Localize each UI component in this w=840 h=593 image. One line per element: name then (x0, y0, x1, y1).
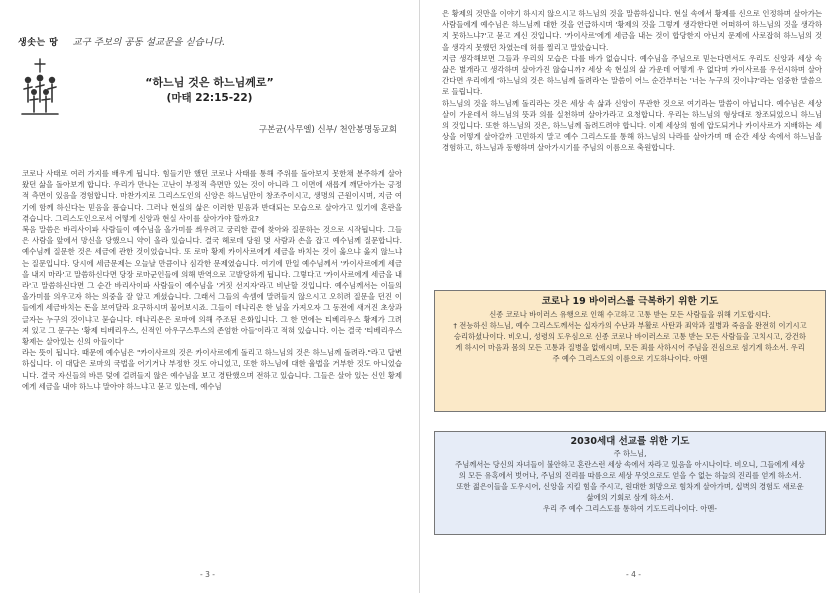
sermon-paragraph: 복음 말씀은 바리사이파 사람들이 예수님을 올가미를 씌우려고 궁리한 끝에 찾아와 질문하는 것으로 시작됩니다. 그들은 사람을 앞에서 망신을 당했으니 약이 올라 있습니다. 결국 헤로데 당원 몇 사람과 손을 잡고 예수님께 질문합니다. 예수님께 질문한 것은 세금에 관한 것이었습니다. 또 로마 황제 카이사르에게 세금을 바치는 것이 옳으냐 옳지 않느냐는 질문입니다. 당시에 세금문제는 오늘날 만큼이나 심각한 문제였습니다. 여기에 만일 예수님께서 '카이사르에게 세금을 내지 마라'고 말씀하신다면 당장 로마군인들에 의해 반역으로 고발당하게 됩니다. 그렇다고 '카이사르에게 세금을 내라'고 말씀하신다면 그 순간 바리사이파 사람들이 예수님을 '거짓 선지자'라고 비난할 것입니다. 예수님께서는 이들의 올가미를 의우고자 하는 의중을 잘 알고 계셨습니다. 그래서 그들의 속셈에 말려들지 않으시고 오히려 질문을 던진 이들에게 세금바치는 돈을 보여달라 요구하시며 물어보시죠. 그들이 데나리온 한 닢을 가져오자 그 동전에 새겨진 초상과 글자는 누구의 것이냐고 묻습니다. 데나리온은 로마에 의해 주조된 은화입니다. 그 한 면에는 티베리우스 황제가 그려져 있고 그 문구는 '황제 티베리우스, 신적인 아우구스투스의 존엄한 아들'이라고 적혀 있습니다. 이는 결국 '티베리우스 황제는 살아있는 신의 아들이다' (22, 225, 402, 347)
sermon-paragraph: 코로나 사태로 여러 가지를 배우게 됩니다. 힘들기만 했던 코로나 사태를 통해 주위를 돌아보지 못한채 분주하게 살아왔던 삶을 돌아보게 합니다. 우리가 만나는 고난이 부정적 측면만 있는 것이 아니라 그 이면에 새롭게 깨닫아가는 긍정적 측면이 있음을 경험합니다. 마찬가지로 그리스도인의 신앙은 하느님만이 창조주이시고, 생명의 근원이시며, 지금 여기에 함께 하신다는 믿음을 품습니다. 그러나 현실의 삶은 이러한 믿음과 반대되는 모습으로 살아가고 있기에 혼란을 겪습니다. 그리스도인으로서 어떻게 신앙과 현실 사이를 살아가야 할까요? (22, 169, 402, 223)
prayer-line: 우리 주 예수 그리스도를 통하여 기도드리나이다. 아멘- (543, 504, 717, 513)
right-page (420, 0, 840, 593)
youth-prayer-title: 2030세대 선교를 위한 기도 (570, 436, 690, 447)
scripture-reference: (마태 22:15-22) (166, 92, 253, 104)
youth-mission-prayer-box (434, 431, 826, 535)
brand-name: 생솟는 땅 (18, 37, 59, 48)
page-number: - 4 - (626, 570, 641, 579)
page-header (18, 34, 225, 48)
prayer-line: 주님께서는 당신의 자녀들이 불안하고 혼란스런 세상 속에서 자라고 있음을 아시나이다. 비오니, 그들에게 세상의 모든 유혹에서 벗어나, 주님의 진리를 따름으로 세상 무엇으로도 얻을 수 없는 하늘의 진리를 얻게 하소서. (455, 460, 805, 480)
sermon-body-continued (442, 8, 822, 154)
covid-prayer-box (434, 290, 826, 412)
covid-prayer-title: 코로나 19 바이러스를 극복하기 위한 기도 (541, 296, 719, 307)
sermon-paragraph: 은 황제의 것만을 이야기 하시지 않으시고 하느님의 것을 말씀하십니다. 현실 속에서 황제를 신으로 인정하며 살아가는 사람들에게 예수님은 하느님께 대한 것을 언급하시며 '황제의 것을 그렇게 생각한다면 어떠하여 하느님의 것을 생각하지 못하느냐?'고 묻고 계신 것입니다. '카이사르'에게 세금을 내는 것이 합당한지 아닌지 문제에 사로잡혀 하느님의 것을 생각지 못했던 차였는데 허를 찔리고 말았습니다. (442, 9, 822, 52)
covid-prayer-body (435, 309, 825, 364)
sermon-title: “하느님 것은 하느님께로” (145, 76, 274, 89)
prayer-line: 신종 코로나 바이러스 유행으로 인해 수고하고 고통 받는 모든 사람들을 위해 기도합시다. (489, 310, 771, 319)
sermon-paragraph: 라는 뜻이 됩니다. 때문에 예수님은 "카이사르의 것은 카이사르에게 돌리고 하느님의 것은 하느님께 돌려라."라고 답변하십니다. 이 대답은 로마의 국법을 어기거나 부정한 것도 아니었고, 또한 하느님에 대한 율법을 거부한 것도 아니었습니다. 결국 자신들의 바른 덫에 걸려들지 않은 예수님을 보고 경탄했으며 전하고 있습니다. 그들은 살아 있는 신인 황제에게 세금을 내야 하느냐 말아야 하느냐고 묻고 있는데, 예수님 (22, 348, 402, 391)
sermon-body (22, 168, 402, 392)
prayer-line: 주 하느님, (613, 449, 647, 458)
prayer-line: 또한 젊은이들을 도우시어, 신앙을 지킬 힘을 주시고, 원대한 희망으로 힘차게 살아가며, 십벽의 경험도 새로운 삶에의 기회로 삼게 하소서. (456, 482, 804, 502)
header-subtitle: 교구 주보의 공동 설교문을 싣습니다. (72, 37, 226, 48)
sermon-author: 구본균(사무엘) 신부/ 천안봉명동교회 (258, 125, 397, 135)
youth-prayer-body (435, 448, 825, 514)
sermon-paragraph: 하느님의 것을 하느님께 돌리라는 것은 세상 속 삶과 신앙이 무관한 것으로 여기라는 말씀이 아닙니다. 예수님은 세상살이 가운데서 하느님의 뜻과 의를 실천하며 살아가라고 요청합니다. 우리는 하느님의 형상대로 창조되었으니 하느님의 것입니다. 또한 하느님의 것은, 하느님께 돌려드려야 합니다. 이제 세상의 힘에 압도되거나 카이사르가 지배하는 세상을 어떻게 살아갈까 고민하지 말고 예수 그리스도를 통해 하느님의 나라를 살아가며 매 순간 세상 속에서 하느님을 경험하고, 하느님과 동행하며 살아가시기를 주님의 이름으로 축원합니다. (442, 98, 822, 153)
page-number: - 3 - (200, 570, 215, 579)
sermon-paragraph: 지금 생각해보면 그들과 우리의 모습은 다를 바가 없습니다. 예수님을 주님으로 믿는다면서도 우리도 신앙과 세상 속 삶은 별개라고 생각하며 살아가진 않습니까? 세상 속 현실의 삶 가운데 어떻게 우 없다며 카이사르를 우선시하며 살아간다면 우리에게 '하느님의 것은 하느님께 돌려라'는 말씀이 어느 순간부터는 '너는 누구의 것이냐?'라는 엄중한 말씀으로 들립니다. (442, 53, 822, 97)
prayer-line: † 전능하신 하느님, 예수 그리스도께서는 십자가의 수난과 부활로 사탄과 죄악과 질병과 죽음을 완전히 이기시고 승리하셨나이다. 비오니, 성령의 도우심으로 신종 코로나 바이러스로 고통 받는 모든 사람들을 고치시고, 강건하게 하시어 마음과 몸의 모든 고통과 질병을 없애시며, 모든 죄를 사하시어 주님을 진심으로 섬기게 하소서. 우리 주 예수 그리스도의 이름으로 기도하나이다. 아멘 (453, 321, 807, 363)
